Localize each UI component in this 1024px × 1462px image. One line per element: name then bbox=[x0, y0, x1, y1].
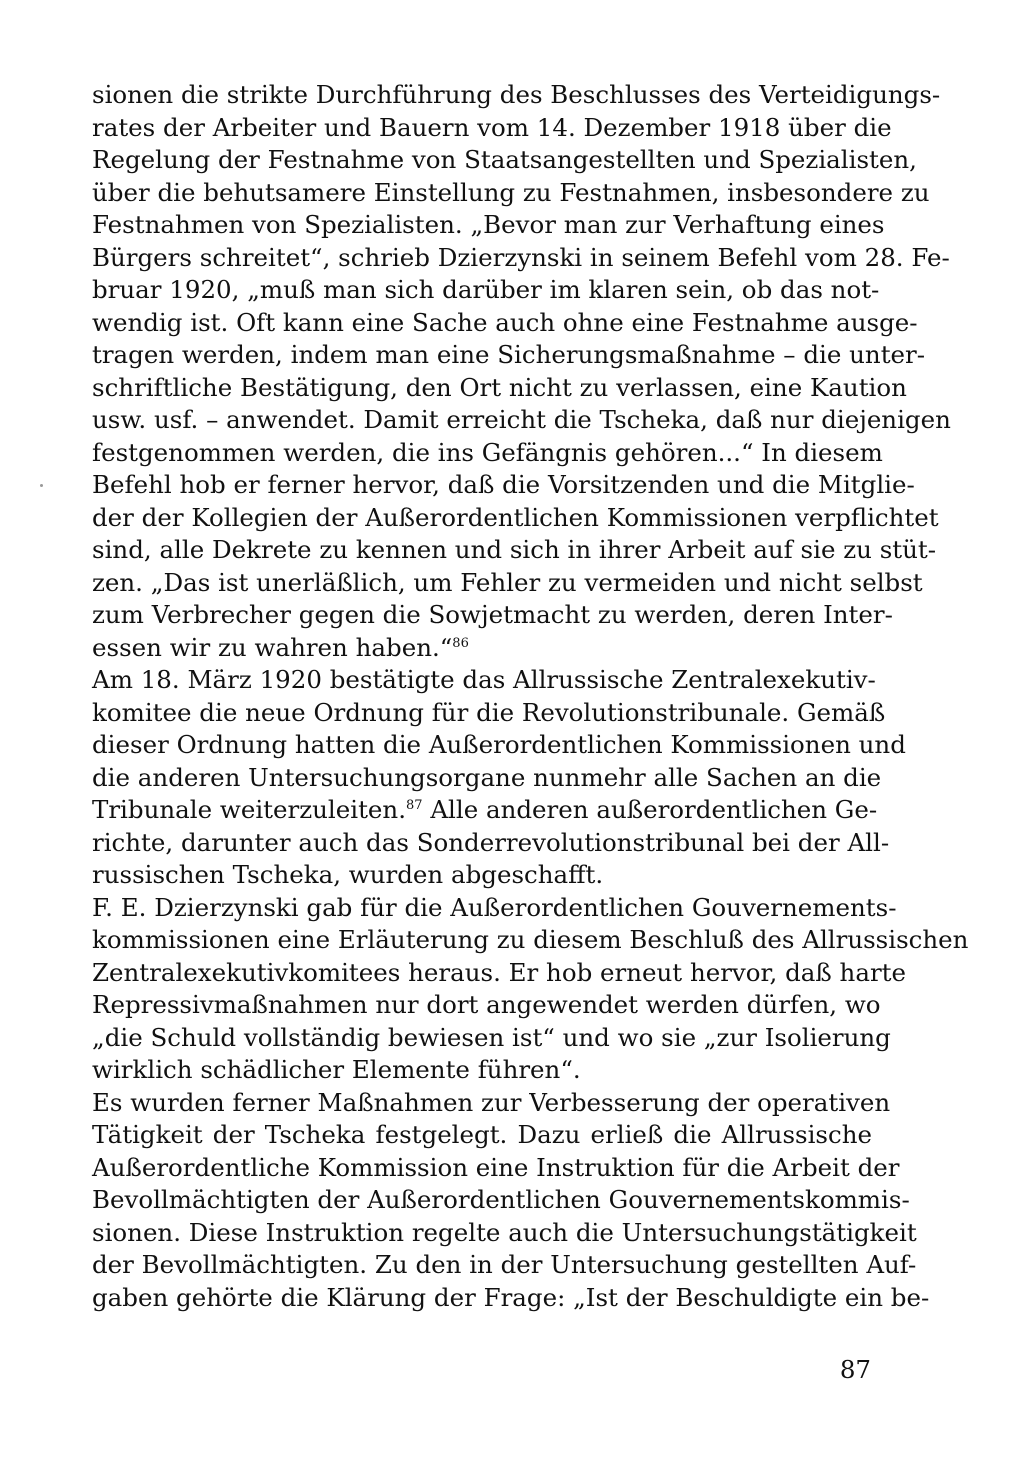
text-line: Repressivmaßnahmen nur dort angewendet werden dürfen, wo bbox=[92, 990, 881, 1019]
footnote-marker: 86 bbox=[452, 635, 469, 651]
text-line: richte, darunter auch das Sonderrevolutionstribunal bei der All- bbox=[92, 827, 890, 857]
text-line: wirklich schädlicher Elemente führen“. bbox=[92, 1055, 581, 1084]
text-line: gaben gehörte die Klärung der Frage: „Ist der Beschuldigte ein be- bbox=[92, 1282, 930, 1312]
text-line: dieser Ordnung hatten die Außerordentlichen Kommissionen und bbox=[92, 730, 906, 759]
text-line: sionen die strikte Durchführung des Beschlusses des Verteidigungs- bbox=[92, 80, 941, 109]
text-line: Außerordentliche Kommission eine Instruktion für die Arbeit der bbox=[92, 1152, 900, 1182]
text-line: sionen. Diese Instruktion regelte auch die Untersuchungstätigkeit bbox=[92, 1217, 917, 1247]
text-line: Regelung der Festnahme von Staatsangestellten und Spezialisten, bbox=[92, 145, 917, 174]
text-line: bruar 1920, „muß man sich darüber im klaren sein, ob das not- bbox=[92, 275, 880, 304]
text-line-tail: Alle anderen außerordentlichen Ge- bbox=[422, 795, 878, 824]
text-line: rates der Arbeiter und Bauern vom 14. Dezember 1918 über die bbox=[92, 112, 892, 142]
footnote-marker: 87 bbox=[406, 798, 423, 813]
text-line-with-footnote bbox=[92, 632, 872, 665]
text-line: Es wurden ferner Maßnahmen zur Verbesserung der operativen bbox=[92, 1087, 891, 1117]
text-line: „die Schuld vollständig bewiesen ist“ und wo sie „zur Isolierung bbox=[92, 1022, 891, 1052]
text-line: Befehl hob er ferner hervor, daß die Vorsitzenden und die Mitglie- bbox=[92, 470, 915, 499]
text-line: wendig ist. Oft kann eine Sache auch ohne eine Festnahme ausge- bbox=[92, 307, 918, 337]
text-line: über die behutsamere Einstellung zu Festnahmen, insbesondere zu bbox=[92, 177, 930, 207]
text-line: sind, alle Dekrete zu kennen und sich in ihrer Arbeit auf sie zu stüt- bbox=[92, 535, 937, 564]
scan-speck bbox=[40, 484, 43, 487]
page-number: 87 bbox=[839, 1355, 871, 1384]
text-line: Festnahmen von Spezialisten. „Bevor man zur Verhaftung eines bbox=[92, 210, 885, 239]
text-line: der der Kollegien der Außerordentlichen Kommissionen verpflichtet bbox=[92, 502, 939, 532]
text-line: tragen werden, indem man eine Sicherungsmaßnahme – die unter- bbox=[92, 340, 926, 369]
text-line: der Bevollmächtigten. Zu den in der Untersuchung gestellten Auf- bbox=[92, 1250, 917, 1279]
text-line: schriftliche Bestätigung, den Ort nicht zu verlassen, eine Kaution bbox=[92, 372, 907, 402]
text-line: usw. usf. – anwendet. Damit erreicht die Tscheka, daß nur diejenigen bbox=[92, 405, 951, 434]
text-line-with-footnote bbox=[92, 794, 878, 827]
text-line: kommissionen eine Erläuterung zu diesem Beschluß des Allrussischen bbox=[92, 925, 969, 954]
text-line: Zentralexekutivkomitees heraus. Er hob erneut hervor, daß harte bbox=[92, 957, 907, 987]
text-line: Tätigkeit der Tscheka festgelegt. Dazu erließ die Allrussische bbox=[92, 1120, 872, 1149]
text-line: Am 18. März 1920 bestätigte das Allrussische Zentralexekutiv- bbox=[92, 665, 876, 694]
text-line: festgenommen werden, die ins Gefängnis gehören...“ In diesem bbox=[92, 437, 883, 467]
text-line: zum Verbrecher gegen die Sowjetmacht zu werden, deren Inter- bbox=[92, 600, 893, 629]
text-line-content: essen wir zu wahren haben.“ bbox=[92, 632, 453, 662]
text-line: komitee die neue Ordnung für die Revolutionstribunale. Gemäß bbox=[92, 697, 886, 727]
text-line: russischen Tscheka, wurden abgeschafft. bbox=[92, 860, 604, 889]
text-line-content: Tribunale weiterzuleiten. bbox=[92, 795, 406, 824]
text-line: F. E. Dzierzynski gab für die Außerordentlichen Gouvernements- bbox=[92, 892, 897, 922]
text-line: die anderen Untersuchungsorgane nunmehr alle Sachen an die bbox=[92, 762, 882, 792]
text-line: Bürgers schreitet“, schrieb Dzierzynski in seinem Befehl vom 28. Fe- bbox=[92, 242, 950, 272]
text-line: Bevollmächtigten der Außerordentlichen Gouvernementskommis- bbox=[92, 1185, 910, 1214]
text-line: zen. „Das ist unerläßlich, um Fehler zu vermeiden und nicht selbst bbox=[92, 567, 923, 597]
body-text bbox=[92, 79, 969, 1314]
